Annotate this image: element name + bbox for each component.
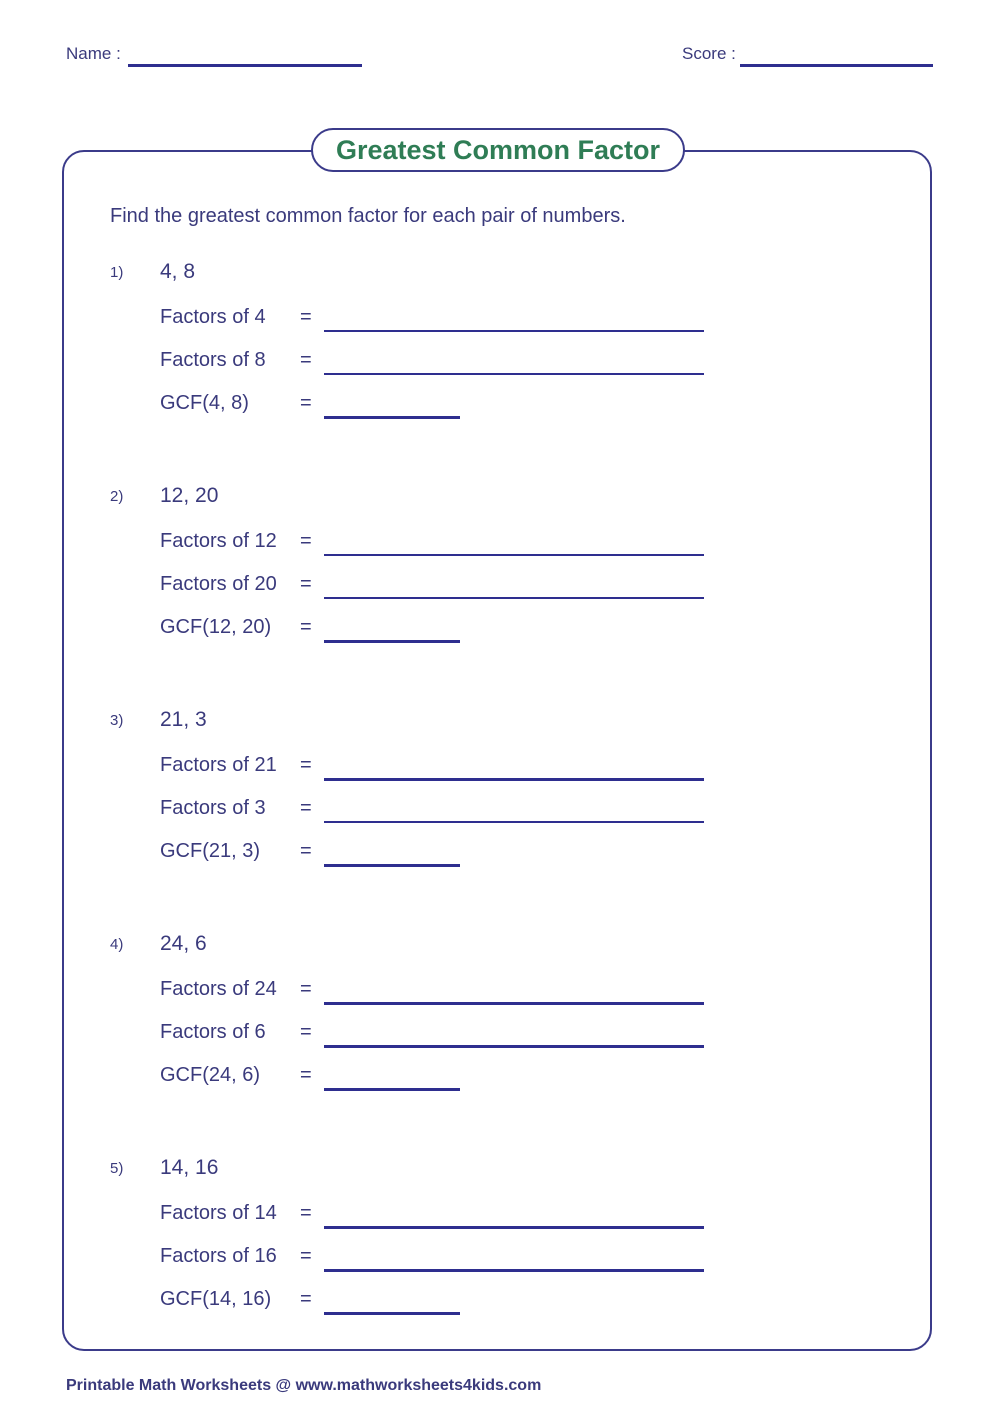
equals-sign: =	[300, 392, 312, 414]
answer-line[interactable]	[324, 1269, 704, 1272]
equals-sign: =	[300, 1064, 312, 1086]
gcf-answer-line[interactable]	[324, 1312, 460, 1315]
gcf-label: GCF(21, 3)	[160, 840, 261, 862]
footer-credit: Printable Math Worksheets @ www.mathworksheets4kids.com	[66, 1377, 542, 1394]
gcf-answer-line[interactable]	[324, 864, 460, 867]
factors-label: Factors of 14	[160, 1202, 277, 1224]
gcf-answer-line[interactable]	[324, 640, 460, 643]
problem-1	[0, 260, 1000, 464]
instructions: Find the greatest common factor for each pair of numbers.	[110, 205, 626, 227]
factors-label: Factors of 12	[160, 530, 277, 552]
problem-4	[0, 932, 1000, 1136]
problem-3	[0, 708, 1000, 912]
equals-sign: =	[300, 754, 312, 776]
answer-line[interactable]	[324, 554, 704, 556]
gcf-row	[0, 1064, 1000, 1094]
factors-row-a	[0, 754, 1000, 784]
answer-line[interactable]	[324, 373, 704, 375]
factors-row-a	[0, 530, 1000, 560]
equals-sign: =	[300, 1288, 312, 1310]
factors-label: Factors of 6	[160, 1021, 266, 1043]
answer-line[interactable]	[324, 597, 704, 599]
gcf-label: GCF(4, 8)	[160, 392, 249, 414]
problem-5	[0, 1156, 1000, 1360]
factors-row-b	[0, 1245, 1000, 1275]
gcf-label: GCF(14, 16)	[160, 1288, 272, 1310]
factors-label: Factors of 21	[160, 754, 277, 776]
score-field[interactable]	[740, 64, 933, 67]
gcf-label: GCF(24, 6)	[160, 1064, 261, 1086]
problem-values: 21, 3	[160, 708, 207, 731]
equals-sign: =	[300, 978, 312, 1000]
gcf-row	[0, 1288, 1000, 1318]
equals-sign: =	[300, 1021, 312, 1043]
factors-row-a	[0, 978, 1000, 1008]
equals-sign: =	[300, 306, 312, 328]
factors-row-b	[0, 797, 1000, 827]
gcf-answer-line[interactable]	[324, 1088, 460, 1091]
equals-sign: =	[300, 530, 312, 552]
equals-sign: =	[300, 797, 312, 819]
name-field[interactable]	[128, 64, 362, 67]
gcf-label: GCF(12, 20)	[160, 616, 272, 638]
problem-number: 1)	[110, 264, 124, 281]
problem-values: 12, 20	[160, 484, 219, 507]
factors-label: Factors of 4	[160, 306, 266, 328]
problem-number: 4)	[110, 936, 124, 953]
equals-sign: =	[300, 349, 312, 371]
equals-sign: =	[300, 1245, 312, 1267]
equals-sign: =	[300, 616, 312, 638]
gcf-row	[0, 840, 1000, 870]
problem-values: 24, 6	[160, 932, 207, 955]
factors-label: Factors of 3	[160, 797, 266, 819]
factors-row-b	[0, 349, 1000, 379]
factors-label: Factors of 16	[160, 1245, 277, 1267]
factors-row-b	[0, 1021, 1000, 1051]
score-label: Score :	[682, 44, 736, 63]
answer-line[interactable]	[324, 1002, 704, 1005]
factors-label: Factors of 8	[160, 349, 266, 371]
problem-values: 14, 16	[160, 1156, 219, 1179]
factors-row-b	[0, 573, 1000, 603]
answer-line[interactable]	[324, 821, 704, 823]
factors-label: Factors of 24	[160, 978, 277, 1000]
problem-number: 3)	[110, 712, 124, 729]
gcf-row	[0, 616, 1000, 646]
name-label: Name :	[66, 44, 121, 63]
problem-number: 5)	[110, 1160, 124, 1177]
equals-sign: =	[300, 840, 312, 862]
gcf-answer-line[interactable]	[324, 416, 460, 419]
equals-sign: =	[300, 573, 312, 595]
problem-number: 2)	[110, 488, 124, 505]
answer-line[interactable]	[324, 1045, 704, 1048]
worksheet-title: Greatest Common Factor	[311, 128, 685, 172]
answer-line[interactable]	[324, 1226, 704, 1229]
gcf-row	[0, 392, 1000, 422]
problem-values: 4, 8	[160, 260, 196, 283]
equals-sign: =	[300, 1202, 312, 1224]
answer-line[interactable]	[324, 778, 704, 781]
problem-2	[0, 484, 1000, 688]
answer-line[interactable]	[324, 330, 704, 332]
factors-row-a	[0, 306, 1000, 336]
factors-label: Factors of 20	[160, 573, 277, 595]
factors-row-a	[0, 1202, 1000, 1232]
